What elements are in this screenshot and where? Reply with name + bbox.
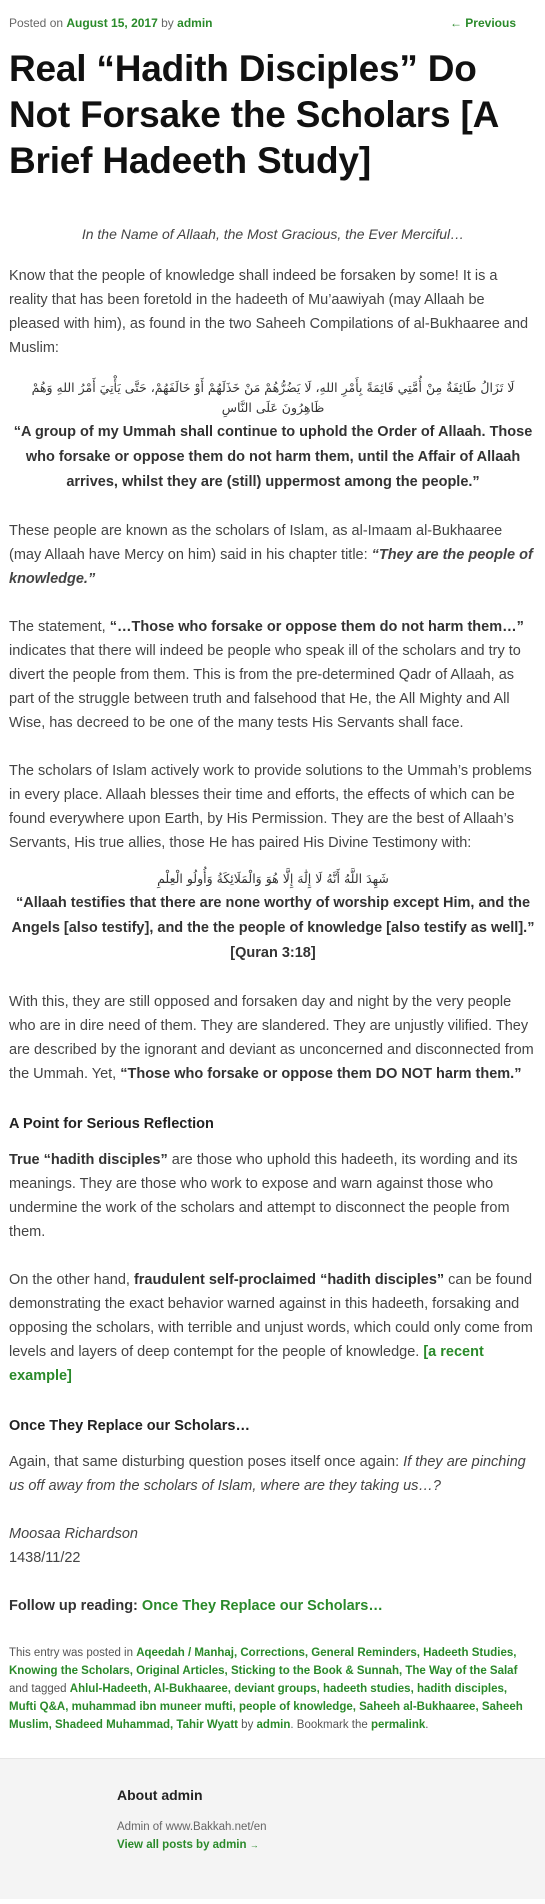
- arrow-right-icon: →: [249, 1840, 259, 1850]
- entry-end: .: [425, 1719, 429, 1731]
- tag-links[interactable]: Ahlul-Hadeeth, Al-Bukhaaree, deviant groups, hadeeth studies, hadith disciples, Mufti Q&A, muhammad ibn muneer mufti, people of knowledge, Saheeh al-Bukhaaree, Saheeh Muslim, Shadeed Muhammad, Tahir Wyatt: [9, 1683, 523, 1731]
- ayah-reference: [Quran 3:18]: [230, 945, 316, 961]
- entry-meta: [9, 1644, 537, 1734]
- true-disciples-text: are those who uphold this hadeeth, its wording and its meanings. They are those who work to expose and warn against those who undermine the work of the scholars and attempt to disconnect the people from them.: [9, 1152, 518, 1240]
- by-label: by: [161, 16, 174, 30]
- statement-lead: The statement,: [9, 619, 110, 635]
- author-box-inner: [117, 1787, 267, 1851]
- hadeeth-translation: “A group of my Ummah shall continue to uphold the Order of Allaah. Those who forsake or oppose them do not harm them, until the Affair of Allaah arrives, whilst they are (still) uppermost among the people.”: [13, 424, 533, 490]
- signature: [9, 1522, 537, 1570]
- paragraph-scholars-text: These people are known as the scholars of Islam, as al-Imaam al-Bukhaaree (may Allaah have Mercy on him) said in his chapter title:: [9, 523, 503, 563]
- ayah-translation: [9, 891, 537, 966]
- fraudulent-lead: On the other hand,: [9, 1272, 134, 1288]
- view-all-posts-label: View all posts by admin: [117, 1839, 247, 1851]
- posted-on-label: Posted on: [9, 16, 64, 30]
- entry-bookmark: . Bookmark the: [290, 1719, 371, 1731]
- ayah-translation-text: “Allaah testifies that there are none worthy of worship except Him, and the Angels [also testify], and the the people of knowledge [also testify as well].”: [11, 895, 535, 936]
- true-disciples-label: True “hadith disciples”: [9, 1152, 168, 1168]
- follow-up-label: Follow up reading:: [9, 1598, 142, 1614]
- arabic-ayah: شَهِدَ اللَّهُ أَنَّهُ لَا إِلَٰهَ إِلَّا هُوَ وَالْمَلَائِكَةُ وَأُولُو الْعِلْمِ: [157, 871, 389, 886]
- post-meta: [9, 0, 537, 36]
- page-title: Real “Hadith Disciples” Do Not Forsake the Scholars [A Brief Hadeeth Study]: [9, 48, 498, 181]
- author-box: [0, 1758, 545, 1899]
- follow-up: [9, 1594, 537, 1618]
- paragraph-question: [9, 1450, 537, 1498]
- fraudulent-label: fraudulent self-proclaimed “hadith disciples”: [133, 1272, 445, 1288]
- signature-name: Moosaa Richardson: [9, 1526, 138, 1542]
- statement-rest: indicates that there will indeed be people who speak ill of the scholars and try to divert the people from them. This is from the pre-determined Qadr of Allaah, as part of the struggle between truth and falsehood that He, the All Mighty and All Wise, has decreed to be one of the many tests His Servants shall face.: [9, 643, 521, 731]
- bukhaaree-chapter-title: “They are the people of knowledge.”: [9, 547, 533, 587]
- paragraph-intro: Know that the people of knowledge shall indeed be forsaken by some! It is a reality that has been foretold in the hadeeth of Mu’aawiyah (may Allaah be pleased with him), as found in the two Saheeh Compilations of al-Bukhaaree and Muslim:: [9, 268, 529, 356]
- fraudulent-text: can be found demonstrating the exact behavior warned against in this hadeeth, forsaking and opposing the scholars, with terrible and unjust words, which could only come from levels and layers of deep contempt for the people of knowledge.: [9, 1272, 533, 1360]
- opposed-quote: “Those who forsake or oppose them DO NOT harm them.”: [120, 1066, 522, 1082]
- recent-example-link[interactable]: [a recent example]: [9, 1344, 484, 1384]
- heading-reflection: A Point for Serious Reflection: [9, 1116, 214, 1132]
- paragraph-statement: [9, 615, 537, 735]
- basmala: In the Name of Allaah, the Most Gracious, the Ever Merciful…: [81, 226, 465, 242]
- follow-up-link[interactable]: Once They Replace our Scholars…: [141, 1598, 383, 1614]
- paragraph-opposed: [9, 990, 537, 1086]
- previous-post-link[interactable]: ← Previous: [449, 16, 516, 30]
- statement-quote: “…Those who forsake or oppose them do not harm them…”: [109, 619, 524, 635]
- signature-date: 1438/11/22: [9, 1550, 81, 1566]
- author-description: Admin of www.Bakkah.net/en: [117, 1821, 267, 1833]
- entry-posted-in: This entry was posted in: [9, 1647, 137, 1659]
- author-box-heading: About admin: [117, 1787, 203, 1803]
- question-text: If they are pinching us off away from the scholars of Islam, where are they taking us…?: [9, 1454, 526, 1494]
- entry-tagged: and tagged: [9, 1683, 70, 1695]
- question-lead: Again, that same disturbing question poses itself once again:: [9, 1454, 404, 1470]
- paragraph-scholars: [9, 519, 537, 591]
- entry-by: by: [237, 1719, 257, 1731]
- permalink-link[interactable]: permalink: [370, 1719, 426, 1731]
- opposed-text: With this, they are still opposed and forsaken day and night by the very people who are in dire need of them. They are slandered. They are unjustly vilified. They are described by the ignorant and deviant as unconcerned and disconnected from the Ummah. Yet,: [9, 994, 534, 1082]
- paragraph-solutions: The scholars of Islam actively work to provide solutions to the Ummah’s problems in every place. Allaah blesses their time and efforts, the effects of which can be found everywhere upon Earth, by His Permission. They are the best of Allaah’s Servants, His true allies, those He has paired His Divine Testimony with:: [9, 763, 532, 851]
- paragraph-true-disciples: [9, 1148, 537, 1244]
- author-link[interactable]: admin: [177, 16, 213, 30]
- heading-replace-scholars: Once They Replace our Scholars…: [9, 1418, 250, 1434]
- view-all-posts-link[interactable]: [117, 1839, 267, 1851]
- entry-author-link[interactable]: admin: [256, 1719, 291, 1731]
- arabic-hadeeth: لَا تَزَالُ طَائِفَةٌ مِنْ أُمَّتِي قَائِمَةً بِأَمْرِ اللهِ، لَا يَضُرُّهُمْ مَنْ خَذَلَهُمْ أَوْ خَالَفَهُمْ، حَتَّى يَأْتِيَ أَمْرُ اللهِ وَهُمْ ظَاهِرُونَ عَلَى النَّاسِ: [31, 380, 515, 415]
- category-links[interactable]: Aqeedah / Manhaj, Corrections, General Reminders, Hadeeth Studies, Knowing the Scholars, Original Articles, Sticking to the Book & Sunnah, The Way of the Salaf: [9, 1647, 518, 1677]
- post-date-link[interactable]: August 15, 2017: [66, 16, 158, 30]
- paragraph-fraudulent: [9, 1268, 537, 1388]
